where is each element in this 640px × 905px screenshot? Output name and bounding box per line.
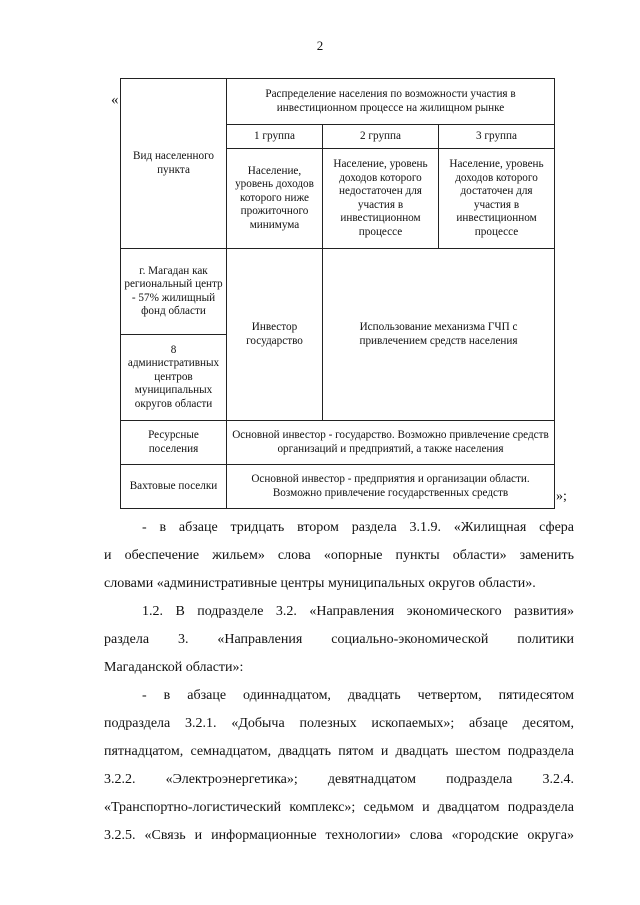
header-group-2: 2 группа [323, 125, 439, 149]
header-group-3: 3 группа [439, 125, 555, 149]
paragraph-1-line-3: словами «административные центры муниципальных округов области». [104, 576, 536, 591]
row-shift-camps-text: Основной инвестор - предприятия и организации области. Возможно привлечение государственных средств [227, 465, 555, 509]
gchp-cell: Использование механизма ГЧП с привлечением средств населения [323, 249, 555, 421]
paragraph-2-line-1: 1.2. В подразделе 3.2. «Направления экономического развития» [142, 604, 574, 619]
paragraph-3-line-3: пятнадцатом, семнадцатом, двадцать пятом и двадцать шестом подраздела [104, 744, 574, 759]
body-text [104, 514, 574, 850]
paragraph-3-line-1: - в абзаце одиннадцатом, двадцать четвертом, пятидесятом [142, 688, 574, 703]
paragraph-3-line-6: 3.2.5. «Связь и информационные технологии» слова «городские округа» [104, 828, 574, 843]
header-distribution: Распределение населения по возможности участия в инвестиционном процессе на жилищном рынке [227, 79, 555, 125]
population-distribution-table [120, 78, 555, 509]
row-resource-settlements-label: Ресурсные поселения [121, 421, 227, 465]
paragraph-1-line-2: и обеспечение жильем» слова «опорные пункты области» заменить [104, 548, 574, 563]
row-shift-camps-label: Вахтовые поселки [121, 465, 227, 509]
group-1-description: Население, уровень доходов которого ниже прожиточного минимума [227, 149, 323, 249]
paragraph-3-line-2: подраздела 3.2.1. «Добыча полезных ископаемых»; абзаце десятом, [104, 716, 574, 731]
row-admin-centers-label: 8 административных центров муниципальных округов области [121, 335, 227, 421]
closing-quote: »; [556, 489, 567, 504]
page-number: 2 [316, 38, 324, 53]
opening-quote: « [111, 92, 119, 108]
group-2-description: Население, уровень доходов которого недостаточен для участия в инвестиционном процессе [323, 149, 439, 249]
row-magadan-label: г. Магадан как региональный центр - 57% жилищный фонд области [121, 249, 227, 335]
paragraph-3-line-5: «Транспортно-логистический комплекс»; седьмом и двадцатом подраздела [104, 800, 574, 815]
paragraph-2-line-3: Магаданской области»: [104, 660, 244, 675]
paragraph-1-line-1: - в абзаце тридцать втором раздела 3.1.9. «Жилищная сфера [142, 520, 574, 535]
group-3-description: Население, уровень доходов которого достаточен для участия в инвестиционном процессе [439, 149, 555, 249]
header-settlement-type: Вид населенного пункта [121, 79, 227, 249]
investor-state-cell: Инвестор государство [227, 249, 323, 421]
header-group-1: 1 группа [227, 125, 323, 149]
paragraph-3-line-4: 3.2.2. «Электроэнергетика»; девятнадцатом подраздела 3.2.4. [104, 772, 574, 787]
row-resource-settlements-text: Основной инвестор - государство. Возможно привлечение средств организаций и предприятий, а также населения [227, 421, 555, 465]
paragraph-2-line-2: раздела 3. «Направления социально-экономической политики [104, 632, 574, 647]
